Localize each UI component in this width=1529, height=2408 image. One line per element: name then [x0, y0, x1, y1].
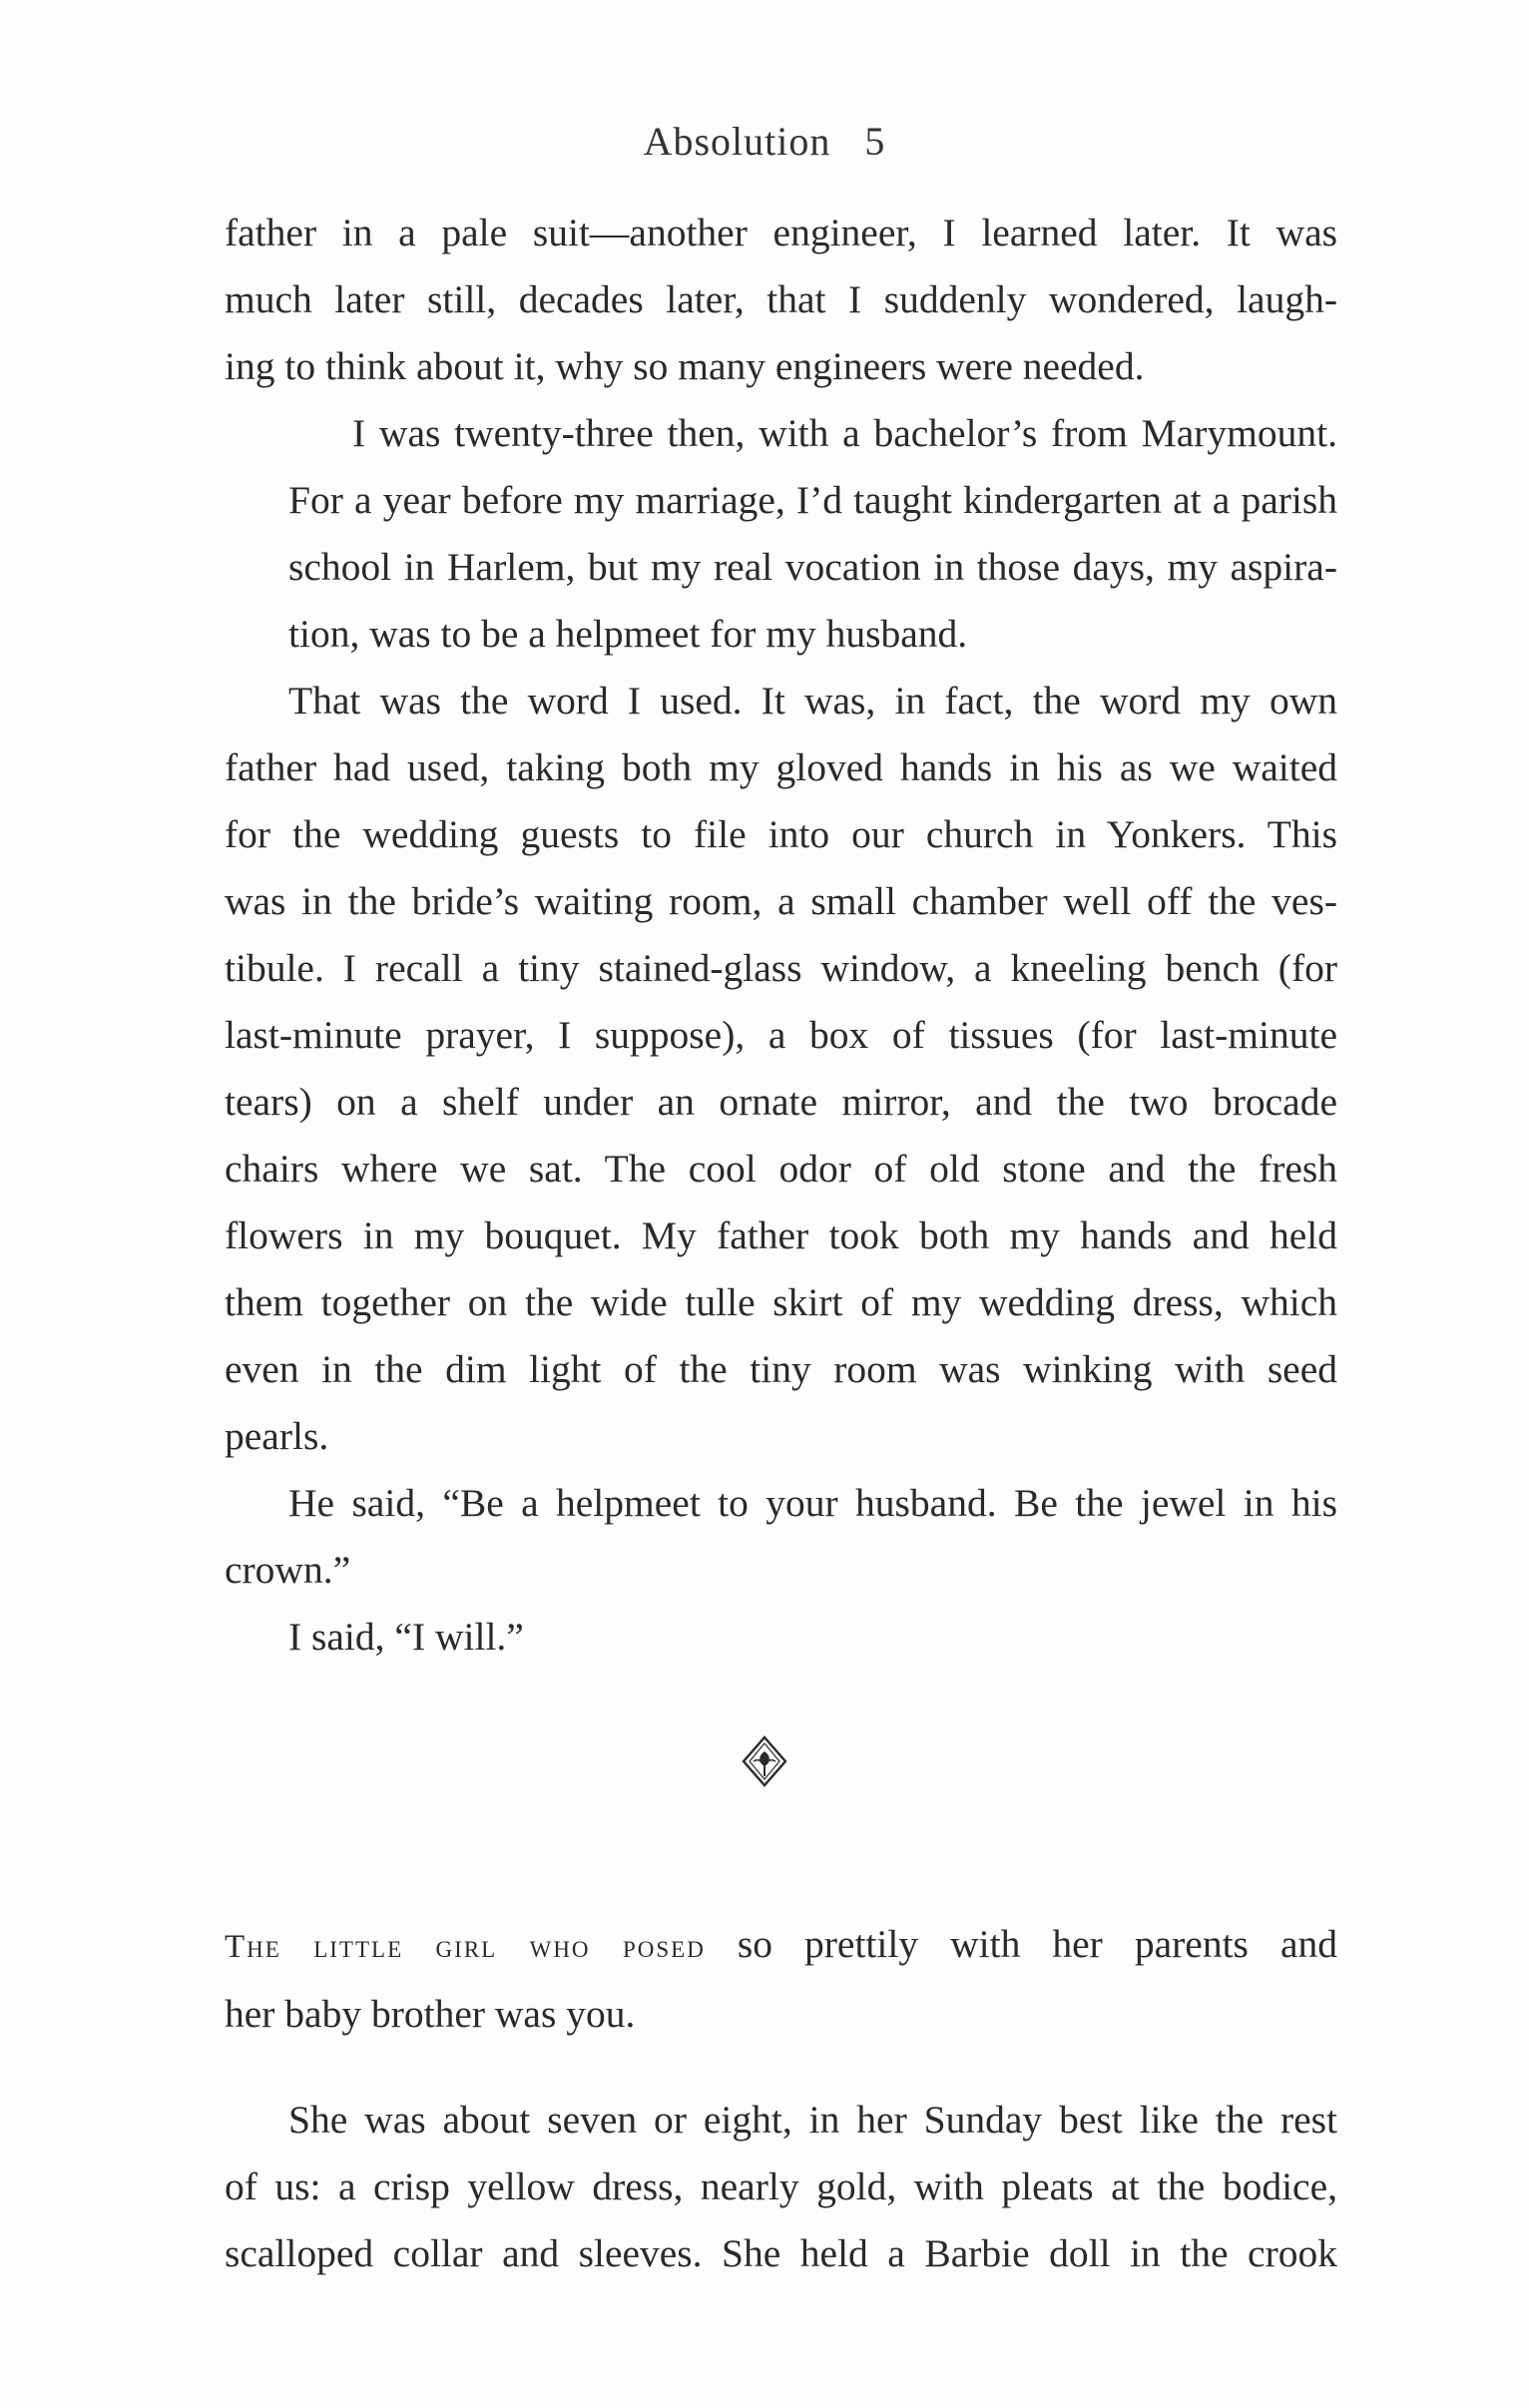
- text-line: school in Harlem, but my real vocation in those days, my aspira-: [288, 545, 1337, 589]
- text-line: scalloped collar and sleeves. She held a Barbie doll in the crook: [225, 2231, 1337, 2275]
- paragraph-3: [225, 668, 1337, 1470]
- text-line: ing to think about it, why so many engineers were needed.: [225, 344, 1145, 388]
- paragraph-6: [225, 1911, 1337, 2048]
- paragraph-1: [225, 200, 1337, 400]
- text-line: I was twenty-three then, with a bachelor’s from Marymount.: [352, 411, 1337, 455]
- text-line: last-minute prayer, I suppose), a box of tissues (for last-minute: [225, 1013, 1337, 1057]
- text-line: crown.”: [225, 1548, 351, 1592]
- text-line: For a year before my marriage, I’d taught kindergarten at a parish: [288, 478, 1337, 522]
- text-line: her baby brother was you.: [225, 1991, 636, 2036]
- paragraph-5: [225, 1604, 1337, 1671]
- paragraph-2: [225, 400, 1337, 668]
- section-2: [225, 1871, 1337, 2327]
- text-line: I said, “I will.”: [288, 1615, 524, 1659]
- chapter-title: Absolution: [643, 119, 831, 164]
- small-caps-lead-in: The little girl who posed: [225, 1928, 706, 1965]
- text-line: She was about seven or eight, in her Sunday best like the rest: [288, 2098, 1337, 2142]
- text-line: flowers in my bouquet. My father took both my hands and held: [225, 1213, 1337, 1257]
- paragraph-7: [225, 2087, 1337, 2287]
- diamond-leaf-ornament-icon: [741, 1734, 788, 1788]
- text-line: was in the bride’s waiting room, a small chamber well off the ves-: [225, 879, 1337, 923]
- text-line: [225, 1911, 1337, 1981]
- text-line: them together on the wide tulle skirt of my wedding dress, which: [225, 1280, 1337, 1324]
- text-line: much later still, decades later, that I suddenly wondered, laugh-: [225, 277, 1337, 321]
- section-1: [225, 200, 1337, 1671]
- text-line: pearls.: [225, 1414, 329, 1458]
- text-line: even in the dim light of the tiny room was winking with seed: [225, 1347, 1337, 1391]
- text-line: He said, “Be a helpmeet to your husband. Be the jewel in his: [288, 1481, 1337, 1525]
- text-line: father had used, taking both my gloved hands in his as we waited: [225, 745, 1337, 789]
- text-line: for the wedding guests to file into our church in Yonkers. This: [225, 812, 1337, 856]
- paragraph-4: [225, 1470, 1337, 1604]
- text-line: That was the word I used. It was, in fact, the word my own: [288, 679, 1337, 722]
- lead-in-continuation: so prettily with her parents and: [705, 1921, 1337, 1966]
- text-line: father in a pale suit—another engineer, I learned later. It was: [225, 211, 1337, 254]
- text-line: tibule. I recall a tiny stained-glass window, a kneeling bench (for: [225, 946, 1337, 990]
- section-break: [0, 1734, 1529, 1794]
- page-number: 5: [864, 119, 886, 164]
- running-head: [0, 118, 1529, 165]
- text-line: of us: a crisp yellow dress, nearly gold, with pleats at the bodice,: [225, 2165, 1337, 2208]
- text-line: chairs where we sat. The cool odor of old stone and the fresh: [225, 1147, 1337, 1191]
- text-line: tears) on a shelf under an ornate mirror, and the two brocade: [225, 1080, 1337, 1124]
- text-line: tion, was to be a helpmeet for my husband.: [288, 612, 968, 656]
